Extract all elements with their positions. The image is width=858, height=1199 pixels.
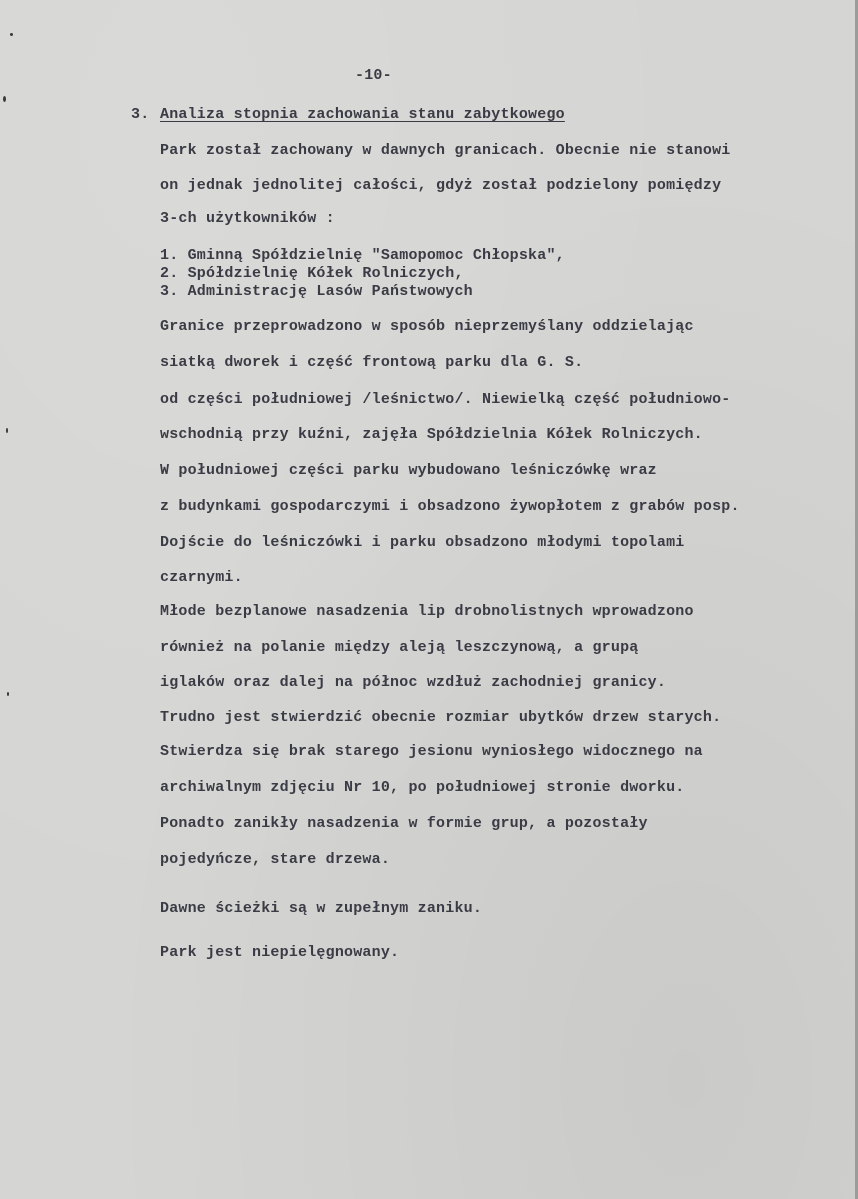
paragraph-line: Dojście do leśniczówki i parku obsadzono młodymi topolami xyxy=(160,534,685,551)
paragraph-line: z budynkami gospodarczymi i obsadzono żywopłotem z grabów posp. xyxy=(160,498,740,515)
page-number: -10- xyxy=(355,67,392,84)
paragraph-line: od części południowej /leśnictwo/. Niewielką część południowo- xyxy=(160,391,731,408)
paragraph-line: Ponadto zanikły nasadzenia w formie grup, a pozostały xyxy=(160,815,648,832)
paragraph-line: czarnymi. xyxy=(160,569,243,586)
paragraph-line: Park jest niepielęgnowany. xyxy=(160,944,400,961)
paragraph-line: on jednak jednolitej całości, gdyż został podzielony pomiędzy xyxy=(160,177,722,194)
paragraph-line: iglaków oraz dalej na północ wzdłuż zachodniej granicy. xyxy=(160,674,667,691)
section-number: 3. xyxy=(131,106,150,123)
scan-speck xyxy=(3,96,6,102)
paragraph-line: siatką dworek i część frontową parku dla G. S. xyxy=(160,354,584,371)
paragraph-line: Trudno jest stwierdzić obecnie rozmiar ubytków drzew starych. xyxy=(160,709,722,726)
paragraph-line: Granice przeprowadzono w sposób nieprzemyślany oddzielając xyxy=(160,318,694,335)
paragraph-line: W południowej części parku wybudowano leśniczówkę wraz xyxy=(160,462,657,479)
section-title: Analiza stopnia zachowania stanu zabytkowego xyxy=(160,106,565,123)
paragraph-line: Park został zachowany w dawnych granicach. Obecnie nie stanowi xyxy=(160,142,731,159)
list-item: 2. Spółdzielnię Kółek Rolniczych, xyxy=(160,265,464,282)
paragraph-line: Dawne ścieżki są w zupełnym zaniku. xyxy=(160,900,483,917)
list-item: 1. Gminną Spółdzielnię "Samopomoc Chłopska", xyxy=(160,247,565,264)
paragraph-line: archiwalnym zdjęciu Nr 10, po południowej stronie dworku. xyxy=(160,779,685,796)
paragraph-line: Stwierdza się brak starego jesionu wyniosłego widocznego na xyxy=(160,743,703,760)
paragraph-line: również na polanie między aleją leszczynową, a grupą xyxy=(160,639,639,656)
scan-speck xyxy=(7,692,9,696)
scan-speck xyxy=(6,428,8,433)
paragraph-line: pojedyńcze, stare drzewa. xyxy=(160,851,391,868)
list-item: 3. Administrację Lasów Państwowych xyxy=(160,283,473,300)
paragraph-line: 3-ch użytkowników : xyxy=(160,210,335,227)
scan-speck xyxy=(10,33,13,36)
paragraph-line: wschodnią przy kuźni, zajęła Spółdzielnia Kółek Rolniczych. xyxy=(160,426,703,443)
paragraph-line: Młode bezplanowe nasadzenia lip drobnolistnych wprowadzono xyxy=(160,603,694,620)
